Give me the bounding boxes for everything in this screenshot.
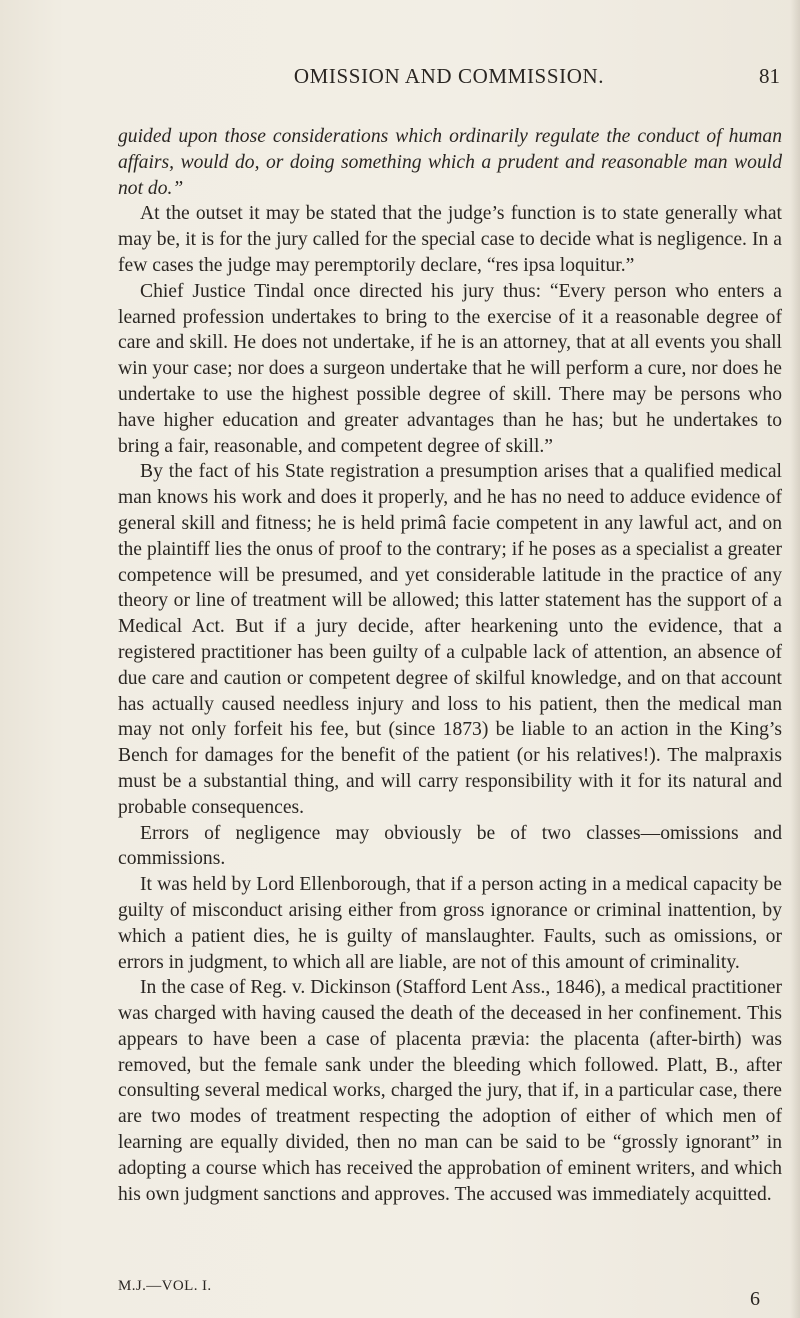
paragraph-text: guided upon those considerations which ordinarily regulate the conduct of human affairs, would do, or doing something which a prudent and reasonable man would not do.” (118, 126, 782, 199)
running-head: OMISSION AND COMMISSION. (293, 64, 605, 88)
paragraph: Errors of negligence may obviously be of two classes—omissions and commissions. (118, 822, 782, 870)
paragraph: By the fact of his State registration a presumption arises that a qualified medical man knows his work and does it properly, and he has no need to adduce evidence of general skill and fitness; he is held primâ facie competent in any lawful act, and on the plaintiff lies the onus of proof to the contrary; if he poses as a specialist a greater competence will be presumed, and yet considerable latitude in the practice of any theory or line of treatment will be allowed; this latter statement has the support of a Medical Act. But if a jury decide, after hearkening unto the evidence, that a registered practitioner has been guilty of a culpable lack of attention, an absence of due care and caution or competent degree of skilful knowledge, and on that account has actually caused needless injury and loss to his patient, then the medical man may not only forfeit his fee, but (since 1873) be liable to an action in the King’s Bench for damages for the benefit of the patient (or his relatives!). The malpraxis must be a substantial thing, and will carry responsibility with it for its natural and probable consequences. (118, 461, 782, 818)
page-header (118, 64, 780, 94)
signature-mark: M.J.—VOL. I. (118, 1278, 212, 1294)
sheet-number: 6 (750, 1288, 760, 1310)
page-edge-shadow (790, 0, 800, 1318)
body-text (118, 124, 782, 1207)
paragraph: Chief Justice Tindal once directed his jury thus: “Every person who enters a learned profession undertakes to bring to the exercise of it a reasonable degree of care and skill. He does not undertake, if he is an attorney, that at all events you shall win your case; nor does a surgeon undertake that he will perform a cure, nor does he undertake to use the highest possible degree of skill. There may be persons who have higher education and greater advantages than he has; but he undertakes to bring a fair, reasonable, and competent degree of skill.” (118, 280, 782, 457)
page-footer (118, 1272, 782, 1312)
paragraph: It was held by Lord Ellenborough, that if a person acting in a medical capacity be guilty of misconduct arising either from gross ignorance or criminal inattention, by which a patient dies, he is guilty of manslaughter. Faults, such as omissions, or errors in judgment, to which all are liable, are not of this amount of criminality. (118, 874, 782, 973)
paragraph: At the outset it may be stated that the judge’s function is to state generally what may be, it is for the jury called for the special case to decide what is negligence. In a few cases the judge may peremptorily declare, “res ipsa loquitur.” (118, 203, 782, 276)
paragraph-continued (118, 124, 782, 201)
page-number: 81 (759, 64, 780, 88)
paragraph: In the case of Reg. v. Dickinson (Stafford Lent Ass., 1846), a medical practitioner was charged with having caused the death of the deceased in her confinement. This appears to have been a case of placenta prævia: the placenta (after-birth) was removed, but the female sank under the bleeding which followed. Platt, B., after consulting several medical works, charged the jury, that if, in a particular case, there are two modes of treatment respecting the adoption of either of which men of learning are equally divided, then no man can be said to be “grossly ignorant” in adopting a course which has received the approbation of eminent writers, and which his own judgment sanctions and approves. The accused was immediately acquitted. (118, 977, 782, 1205)
